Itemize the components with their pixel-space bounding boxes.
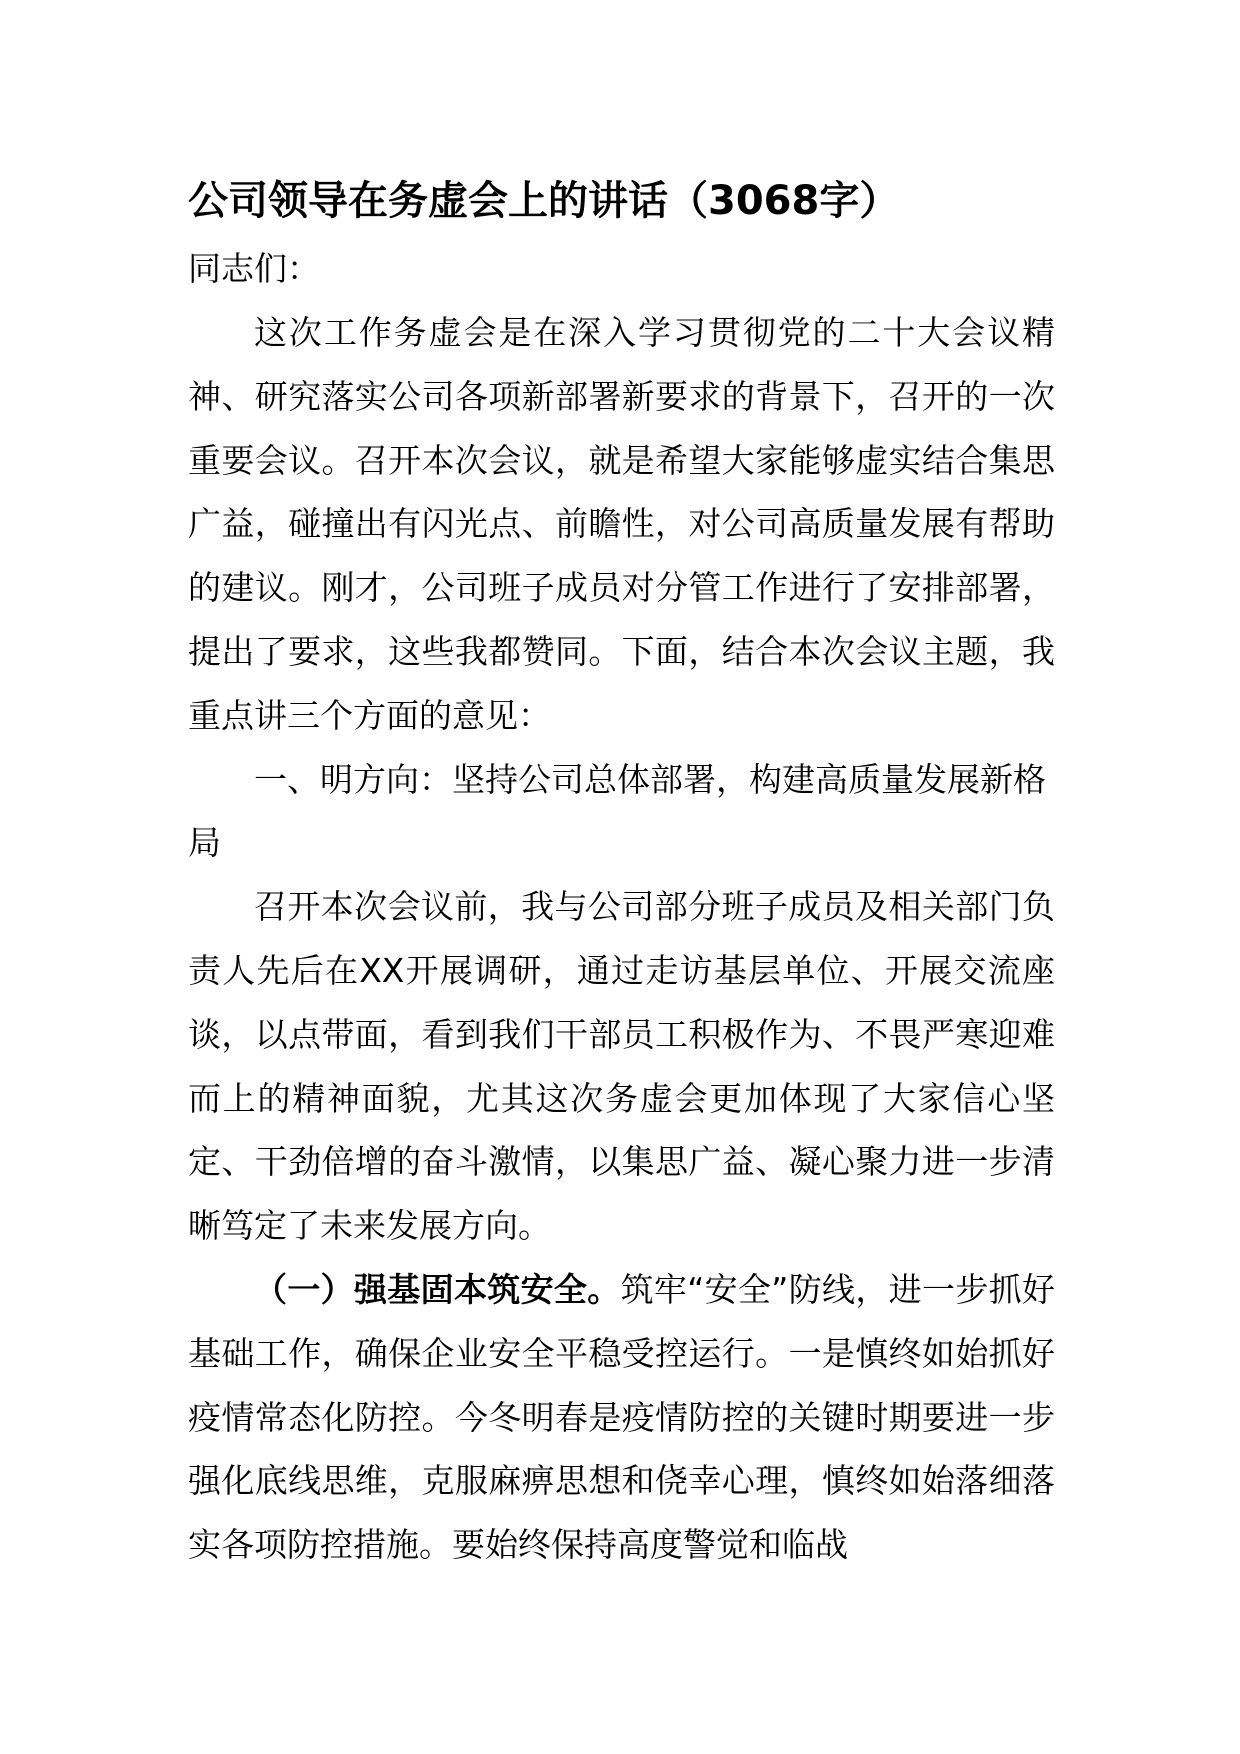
section-heading: 一、明方向：坚持公司总体部署，构建高质量发展新格局: [188, 759, 1046, 863]
greeting: 同志们：: [188, 249, 320, 288]
paragraph-research: 召开本次会议前，我与公司部分班子成员及相关部门负责人先后在XX开展调研，通过走访基层单位、开展交流座谈，以点带面，看到我们干部员工积极作为、不畏严寒迎难而上的精神面貌，尤其这次务虚会更加体现了大家信心坚定、干劲倍增的奋斗激情，以集思广益、凝心聚力进一步清晰笃定了未来发展方向。: [188, 887, 1055, 1246]
document-page: [188, 165, 1055, 1577]
paragraph-subsection: [188, 1258, 1055, 1577]
paragraph-intro: 这次工作务虚会是在深入学习贯彻党的二十大会议精神、研究落实公司各项新部署新要求的背景下，召开的一次重要会议。召开本次会议，就是希望大家能够虚实结合集思广益，碰撞出有闪光点、前瞻性，对公司高质量发展有帮助的建议。刚才，公司班子成员对分管工作进行了安排部署，提出了要求，这些我都赞同。下面，结合本次会议主题，我重点讲三个方面的意见：: [188, 313, 1055, 735]
subsection-text: 筑牢“安全”防线，进一步抓好基础工作，确保企业安全平稳受控运行。一是慎终如始抓好疫情常态化防控。今冬明春是疫情防控的关键时期要进一步强化底线思维，克服麻痹思想和侥幸心理，慎终如始落细落实各项防控措施。要始终保持高度警觉和临战: [188, 1269, 1055, 1565]
subsection-label: （一）强基固本筑安全。: [254, 1269, 621, 1309]
document-title: 公司领导在务虚会上的讲话（3068字）: [188, 178, 900, 224]
